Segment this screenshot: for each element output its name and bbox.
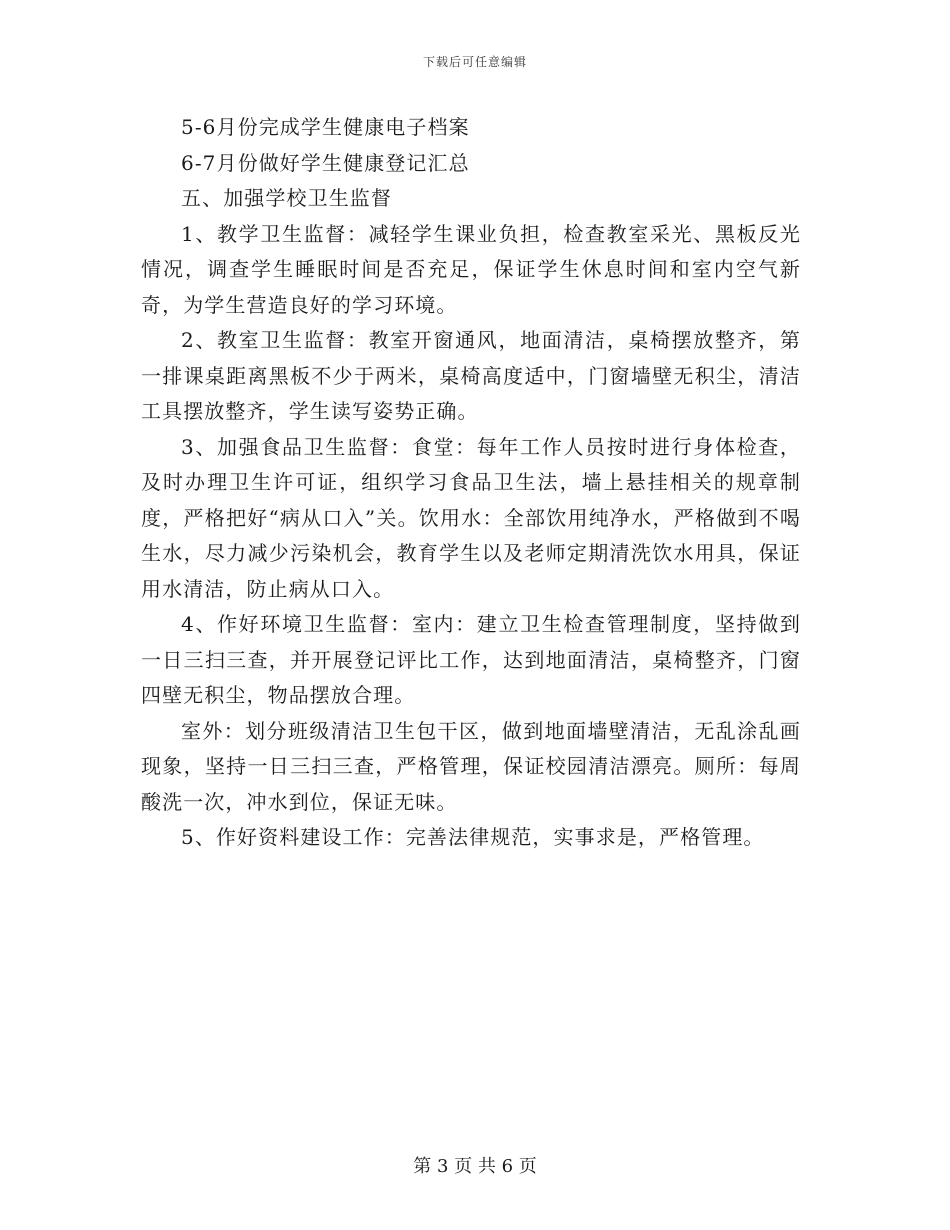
page-number: 第 3 页 共 6 页 bbox=[413, 1156, 537, 1177]
paragraph-teaching-hygiene: 1、教学卫生监督：减轻学生课业负担，检查教室采光、黑板反光情况，调查学生睡眠时间是否充足，保证学生休息时间和室内空气新奇，为学生营造良好的学习环境。 bbox=[141, 221, 801, 317]
paragraph-plan-june-july: 6-7月份做好学生健康登记汇总 bbox=[181, 150, 470, 175]
paragraph-food-hygiene: 3、加强食品卫生监督：食堂：每年工作人员按时进行身体检查，及时办理卫生许可证，组织学习食品卫生法，墙上悬挂相关的规章制度，严格把好“病从口入”关。饮用水：全部饮用纯净水，严格做到不喝生水，尽力减少污染机会，教育学生以及老师定期清洗饮水用具，保证用水清洁，防止病从口入。 bbox=[141, 434, 801, 601]
header-note: 下载后可任意编辑 bbox=[422, 55, 527, 69]
paragraph-plan-may-june: 5-6月份完成学生健康电子档案 bbox=[181, 115, 470, 139]
paragraph-environment-outdoor: 室外：划分班级清洁卫生包干区，做到地面墙壁清洁，无乱涂乱画现象，坚持一日三扫三查，严格管理，保证校园清洁漂亮。厕所：每周酸洗一次，冲水到位，保证无味。 bbox=[141, 718, 801, 814]
paragraph-records-work: 5、作好资料建设工作：完善法律规范，实事求是，严格管理。 bbox=[181, 825, 765, 849]
paragraph-classroom-hygiene: 2、教室卫生监督：教室开窗通风，地面清洁，桌椅摆放整齐，第一排课桌距离黑板不少于两米，桌椅高度适中，门窗墙壁无积尘，清洁工具摆放整齐，学生读写姿势正确。 bbox=[141, 328, 801, 423]
document-body bbox=[141, 110, 801, 856]
section-heading-hygiene-supervision: 五、加强学校卫生监督 bbox=[181, 186, 392, 210]
paragraph-environment-indoor: 4、作好环境卫生监督：室内：建立卫生检查管理制度，坚持做到一日三扫三查，并开展登记评比工作，达到地面清洁，桌椅整齐，门窗四壁无积尘，物品摆放合理。 bbox=[141, 612, 801, 707]
